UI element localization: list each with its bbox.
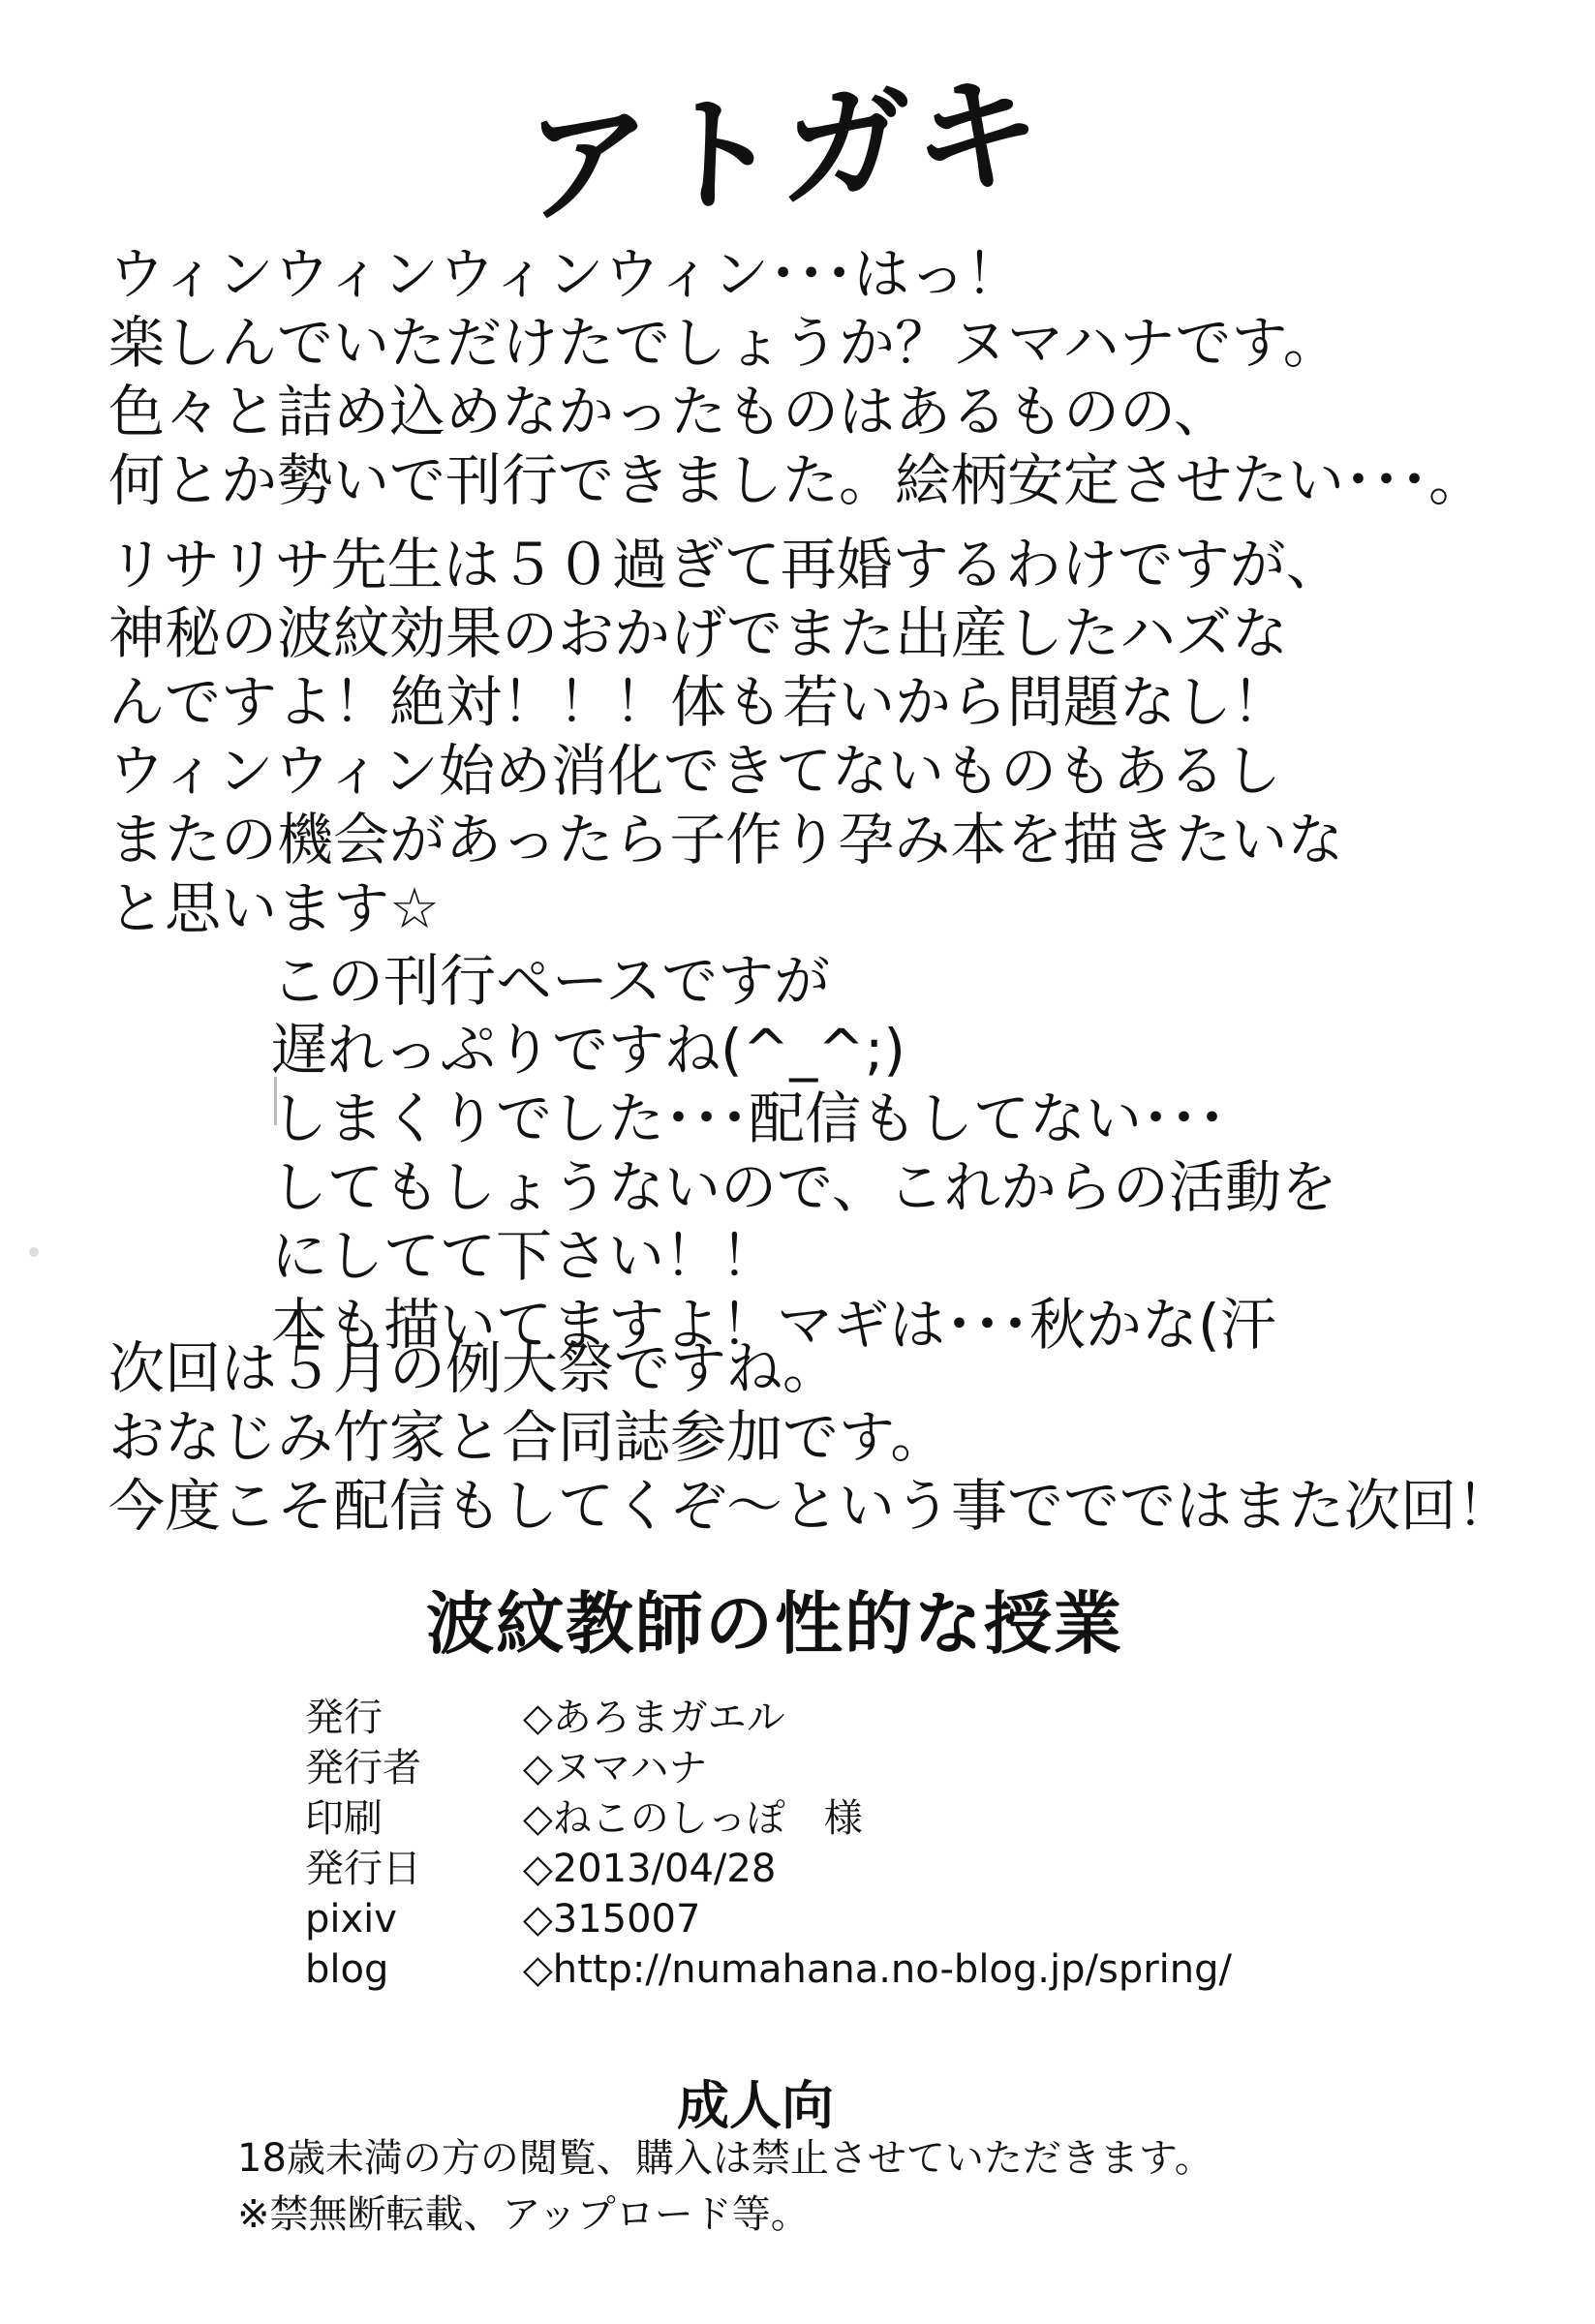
colophon-row bbox=[305, 1844, 1232, 1894]
text-line: ウィンウィン始め消化できてないものもあるし bbox=[108, 738, 1282, 804]
text-line: おなじみ竹家と合同誌参加です。 bbox=[108, 1404, 947, 1470]
colophon-row bbox=[305, 1894, 1232, 1944]
text-line: 遅れっぷりですね(^_^;) bbox=[271, 1017, 905, 1083]
colophon-key: 発行日 bbox=[305, 1847, 421, 1891]
rating-label: 成人向 bbox=[677, 2075, 834, 2136]
colophon-value: ◇315007 bbox=[523, 1897, 701, 1942]
text-line: してもしょうないので、これからの活動を bbox=[271, 1154, 1337, 1220]
text-line: しまくりでした･･･配信もしてない･･･ bbox=[271, 1086, 1227, 1151]
afterword-paragraph-3 bbox=[271, 947, 1337, 1360]
colophon-value: ◇http://numahana.no-blog.jp/spring/ bbox=[523, 1947, 1232, 1992]
colophon-value: ◇2013/04/28 bbox=[523, 1847, 777, 1891]
afterword-paragraph-1 bbox=[108, 240, 1485, 515]
colophon-key: 印刷 bbox=[305, 1796, 383, 1841]
colophon-key: 発行者 bbox=[305, 1746, 421, 1790]
text-line: ウィンウィンウィンウィン･･･はっ！ bbox=[108, 241, 1023, 307]
afterword-paragraph-4 bbox=[108, 1334, 1513, 1541]
afterword-paragraph-2 bbox=[108, 531, 1343, 943]
colophon-row bbox=[305, 1793, 1232, 1844]
scan-dust-mark bbox=[29, 1247, 39, 1257]
text-line: にしてて下さい！！ bbox=[271, 1223, 778, 1289]
colophon-row bbox=[305, 1693, 1232, 1743]
colophon-key: pixiv bbox=[305, 1897, 397, 1942]
notice-line: ※禁無断転載、アップロード等。 bbox=[237, 2192, 810, 2237]
colophon bbox=[305, 1693, 1232, 1995]
text-line: 今度こそ配信もしてくぞ～という事ででではまた次回！ bbox=[108, 1473, 1514, 1539]
text-line: 楽しんでいただけたでしょうか？ヌマハナです。 bbox=[108, 310, 1339, 376]
text-line: 次回は５月の例大祭ですね。 bbox=[108, 1335, 840, 1401]
colophon-key: blog bbox=[305, 1947, 389, 1992]
text-line: んですよ！絶対！！！体も若いから問題なし！ bbox=[108, 669, 1289, 735]
text-line: 神秘の波紋効果のおかげでまた出産したハズな bbox=[108, 600, 1289, 666]
colophon-row bbox=[305, 1944, 1232, 1995]
text-line: リサリサ先生は５０過ぎて再婚するわけですが、 bbox=[108, 532, 1342, 597]
afterword-heading: アトガキ bbox=[520, 56, 1049, 243]
notice-line: 18歳未満の方の閲覧、購入は禁止させていただきます。 bbox=[237, 2136, 1213, 2181]
book-title: 波紋教師の性的な授業 bbox=[426, 1584, 1123, 1664]
text-line: 本も描いてますよ！マギは･･･秋かな(汗 bbox=[271, 1292, 1276, 1358]
text-line: 色々と詰め込めなかったものはあるものの、 bbox=[108, 379, 1230, 444]
text-line: 何とか勢いで刊行できました。絵柄安定させたい･･･。 bbox=[108, 447, 1486, 513]
text-line: と思います☆ bbox=[108, 875, 440, 941]
colophon-value: ◇ヌマハナ bbox=[523, 1746, 708, 1790]
colophon-key: 発行 bbox=[305, 1696, 383, 1740]
text-line: またの機会があったら子作り孕み本を描きたいな bbox=[108, 807, 1344, 872]
colophon-row bbox=[305, 1743, 1232, 1793]
colophon-value: ◇あろまガエル bbox=[523, 1696, 785, 1740]
text-line: この刊行ペースですが bbox=[271, 948, 831, 1014]
colophon-value: ◇ねこのしっぽ 様 bbox=[523, 1796, 863, 1841]
legal-notice bbox=[237, 2130, 1213, 2243]
